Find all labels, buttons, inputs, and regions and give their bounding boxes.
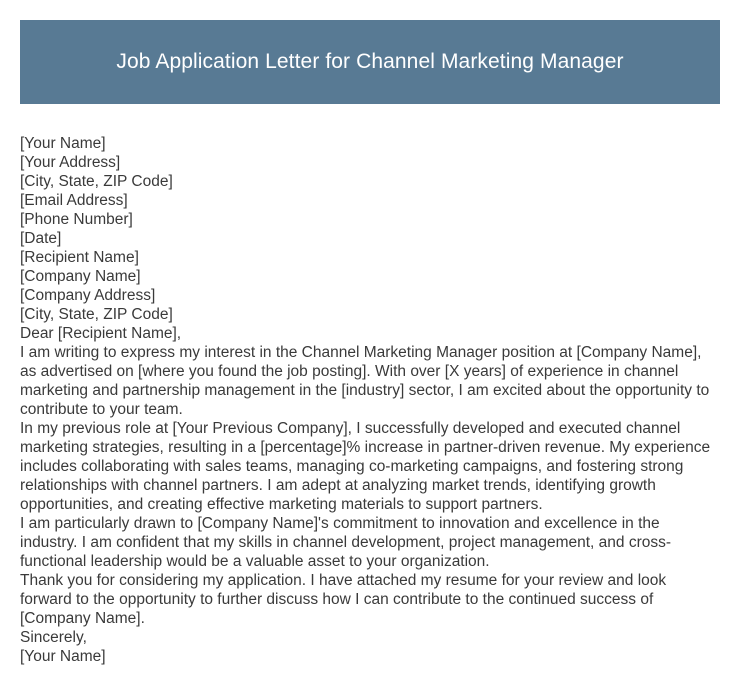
recipient-company-address: [Company Address] [20, 287, 156, 304]
sender-address: [Your Address] [20, 154, 121, 171]
paragraph-motivation: I am particularly drawn to [Company Name]'s commitment to innovation and excellence in the industry. I am confident that my skills in channel development, project management, and cross-functional leadership would be a valuable asset to your organization. [20, 515, 672, 570]
letter-body [20, 134, 720, 666]
recipient-city-state-zip: [City, State, ZIP Code] [20, 306, 173, 323]
paragraph-experience: In my previous role at [Your Previous Company], I successfully developed and executed channel marketing strategies, resulting in a [percentage]% increase in partner-driven revenue. My experience includes collaborating with sales teams, managing co-marketing campaigns, and fostering strong relationships with channel partners. I am adept at analyzing market trends, identifying growth opportunities, and creating effective marketing materials to support partners. [20, 420, 711, 513]
title-banner [20, 20, 720, 104]
paragraph-closing: Thank you for considering my application. I have attached my resume for your review and look forward to the opportunity to further discuss how I can contribute to the continued success of [Company Name]. [20, 572, 667, 627]
sender-email: [Email Address] [20, 192, 128, 209]
signature: [Your Name] [20, 648, 106, 665]
salutation: Dear [Recipient Name], [20, 325, 182, 342]
recipient-name: [Recipient Name] [20, 249, 139, 266]
closing: Sincerely, [20, 629, 87, 646]
letter-date: [Date] [20, 230, 62, 247]
paragraph-intro: I am writing to express my interest in the Channel Marketing Manager position at [Company Name], as advertised on [where you found the job posting]. With over [X years] of experience in channel marketing and partnership management in the [industry] sector, I am excited about the opportunity to contribute to your team. [20, 344, 710, 418]
page-title: Job Application Letter for Channel Marketing Manager [116, 50, 624, 73]
sender-city-state-zip: [City, State, ZIP Code] [20, 173, 173, 190]
sender-name: [Your Name] [20, 135, 106, 152]
recipient-company: [Company Name] [20, 268, 141, 285]
sender-phone: [Phone Number] [20, 211, 133, 228]
